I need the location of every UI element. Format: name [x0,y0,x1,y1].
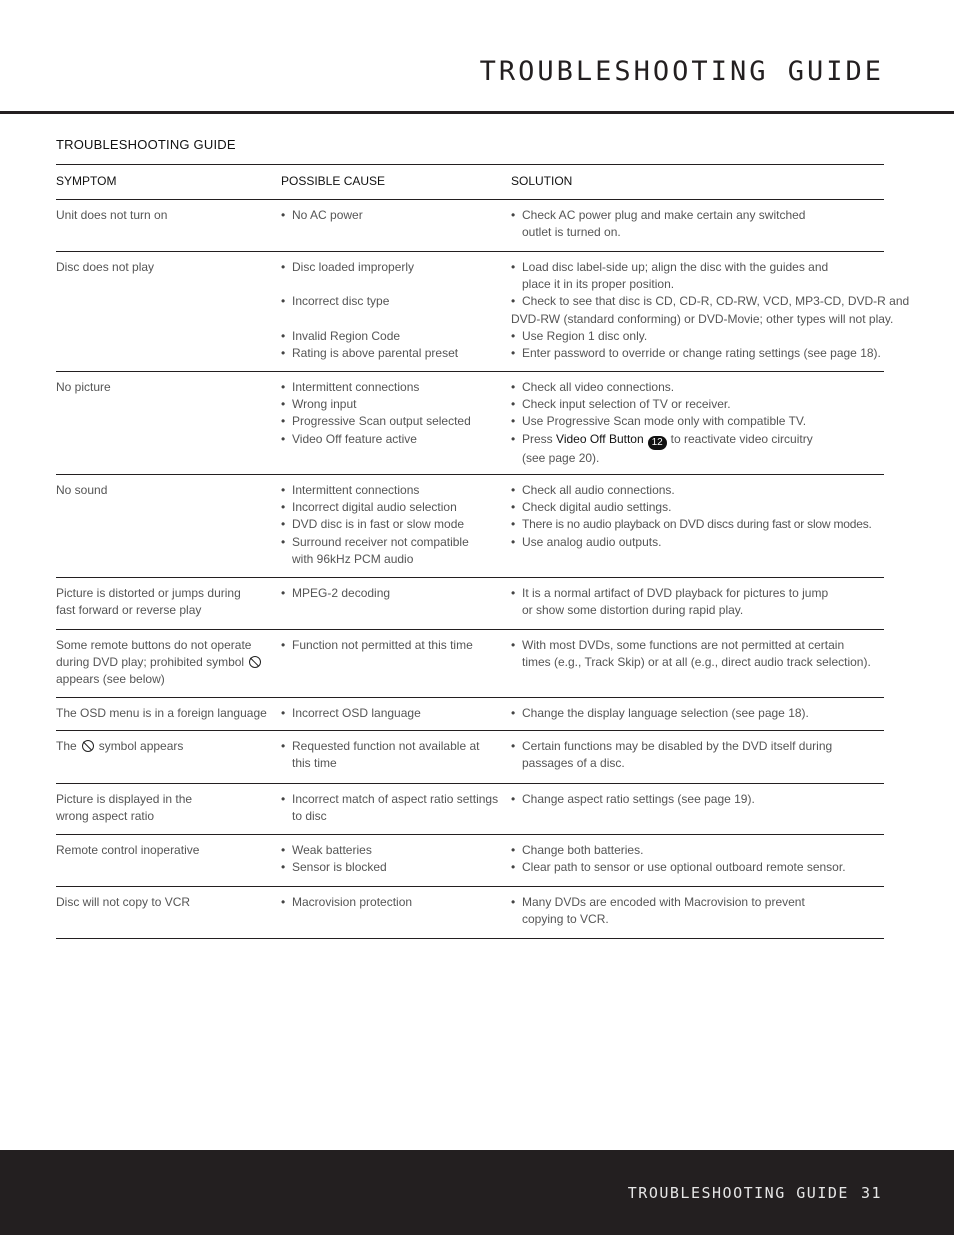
cause-item: • Surround receiver not compatible [281,534,511,551]
number-badge-icon: 12 [648,436,667,450]
cause-item: • Macrovision protection [281,894,511,911]
solution-item: • It is a normal artifact of DVD playback for pictures to jump [511,585,884,602]
solution-cell [511,630,884,697]
symptom-cell [56,475,281,577]
solution-cell [511,731,884,783]
solution-cell [511,887,884,938]
prohibited-symbol-icon [249,656,261,668]
symptom-cell [56,578,281,629]
solution-cell [511,372,884,474]
table-row [56,784,884,835]
cause-cell [281,784,511,834]
prohibited-symbol-icon [82,740,94,752]
symptom-text: Some remote buttons do not operate [56,638,252,652]
symptom-text: No picture [56,380,111,394]
solution-cell [511,784,884,834]
solution-item: • Enter password to override or change rating settings (see page 18). [511,345,884,362]
solution-continued-text: DVD-RW (standard conforming) or DVD-Movie; other types will not play. [511,311,894,326]
cause-item: • Wrong input [281,396,511,413]
symptom-text-with-symbol [56,738,281,755]
cause-item: • Incorrect digital audio selection [281,499,511,516]
cause-item: • Requested function not available at [281,738,511,755]
cause-item: • Rating is above parental preset [281,345,511,362]
cause-cell [281,887,511,938]
solution-item: • Check to see that disc is CD, CD-R, CD-RW, VCD, MP3-CD, DVD-R and [511,293,884,310]
cause-continued-text: to disc [292,809,327,824]
symptom-text: Unit does not turn on [56,208,168,222]
solution-item: • Use analog audio outputs. [511,534,884,551]
symptom-text: Picture is distorted or jumps during [56,586,241,600]
solution-item: • Change both batteries. [511,842,884,859]
cause-item: • Invalid Region Code [281,328,511,345]
solution-cell [511,475,884,577]
symptom-cell [56,835,281,886]
cause-item: • No AC power [281,207,511,224]
cause-item: • Incorrect match of aspect ratio settings [281,791,511,808]
cause-cell [281,252,511,371]
cause-item: • Sensor is blocked [281,859,511,876]
solution-cell [511,835,884,886]
press-prefix: Press [522,431,553,446]
solution-item: • Load disc label-side up; align the disc with the guides and [511,259,884,276]
page-title: TROUBLESHOOTING GUIDE [479,56,884,87]
table-row [56,835,884,887]
table-row [56,372,884,475]
table-row [56,698,884,731]
solution-item: • Change aspect ratio settings (see page 19). [511,791,884,808]
solution-cell [511,200,884,251]
cause-cell [281,731,511,783]
cause-item: • Video Off feature active [281,431,511,448]
solution-continued-text: times (e.g., Track Skip) or at all (e.g., direct audio track selection). [522,655,871,670]
solution-continued-text: (see page 20). [522,450,600,465]
symptom-text: symbol appears [98,739,184,753]
symptom-text: fast forward or reverse play [56,603,202,618]
cause-item: • DVD disc is in fast or slow mode [281,516,511,533]
cause-cell [281,372,511,474]
solution-continued-text: place it in its proper position. [522,277,675,292]
symptom-text: Picture is displayed in the [56,792,193,806]
table-row [56,252,910,372]
column-header-symptom: SYMPTOM [56,174,117,188]
footer-label [628,1184,882,1202]
table-row [56,200,884,252]
column-header-solution: SOLUTION [511,174,573,188]
cause-cell [281,200,511,251]
symptom-cell [56,252,281,371]
cause-continued-text: with 96kHz PCM audio [292,551,414,566]
footer-section-name: TROUBLESHOOTING GUIDE [627,1184,849,1202]
symptom-text-with-symbol [56,654,281,671]
solution-continued-text: passages of a disc. [522,756,625,771]
solution-continued-text: or show some distortion during rapid play. [522,603,744,618]
table-row [56,887,884,939]
cause-continued-text: this time [292,756,337,771]
solution-item: • Many DVDs are encoded with Macrovision to prevent [511,894,884,911]
solution-item: • Change the display language selection (see page 18). [511,705,884,722]
table-row [56,578,884,630]
page-header [0,0,954,114]
cause-item: • Disc loaded improperly [281,259,511,276]
cause-item: • Incorrect OSD language [281,705,511,722]
cause-cell [281,835,511,886]
cause-item: • Incorrect disc type [281,293,511,310]
symptom-cell [56,200,281,251]
press-suffix: to reactivate video circuitry [670,431,813,446]
symptom-text: The OSD menu is in a foreign language [56,706,267,720]
solution-item: • Use Region 1 disc only. [511,328,884,345]
table-row [56,475,884,578]
symptom-cell [56,372,281,474]
solution-item: • There is no audio playback on DVD discs during fast or slow modes. [511,516,884,533]
symptom-text: Disc will not copy to VCR [56,895,191,909]
symptom-text: Remote control inoperative [56,843,200,857]
cause-cell [281,475,511,577]
page-number: 31 [860,1184,882,1202]
troubleshooting-table [56,164,910,939]
table-header-row [56,165,884,200]
symptom-text: wrong aspect ratio [56,809,155,824]
solution-item: • With most DVDs, some functions are not permitted at certain [511,637,884,654]
cause-item: • Function not permitted at this time [281,637,511,654]
cause-item: • MPEG-2 decoding [281,585,511,602]
solution-continued-text: outlet is turned on. [522,225,621,240]
symptom-cell [56,887,281,938]
symptom-cell [56,630,281,697]
symptom-text: during DVD play; prohibited symbol [56,655,245,670]
solution-cell [511,252,910,371]
cause-item: • Intermittent connections [281,482,511,499]
solution-item: • Check AC power plug and make certain any switched [511,207,884,224]
video-off-button-label: Video Off Button [556,431,644,446]
symptom-cell [56,784,281,834]
cause-item: • Weak batteries [281,842,511,859]
solution-cell [511,698,884,730]
symptom-text: No sound [56,483,108,497]
column-header-cause: POSSIBLE CAUSE [281,174,386,188]
solution-item: • Use Progressive Scan mode only with compatible TV. [511,413,884,430]
solution-item: • Check digital audio settings. [511,499,884,516]
cause-cell [281,630,511,697]
solution-item-continued [511,224,884,241]
solution-cell [511,578,884,629]
cause-item: • Progressive Scan output selected [281,413,511,430]
solution-item: • Check input selection of TV or receiver. [511,396,884,413]
cause-item: • Intermittent connections [281,379,511,396]
symptom-text: appears (see below) [56,672,165,687]
page-footer [0,1150,954,1235]
solution-item: • Check all video connections. [511,379,884,396]
cause-cell [281,578,511,629]
solution-continued-text: copying to VCR. [522,912,609,927]
symptom-cell [56,698,281,730]
table-row [56,630,884,698]
section-title: TROUBLESHOOTING GUIDE [56,137,236,152]
solution-item: • Certain functions may be disabled by the DVD itself during [511,738,884,755]
table-row [56,731,884,784]
cause-cell [281,698,511,730]
solution-item-press [511,431,884,450]
symptom-text: The [56,739,77,753]
symptom-text: Disc does not play [56,260,155,274]
symptom-cell [56,731,281,783]
solution-item: • Check all audio connections. [511,482,884,499]
solution-item: • Clear path to sensor or use optional outboard remote sensor. [511,859,884,876]
